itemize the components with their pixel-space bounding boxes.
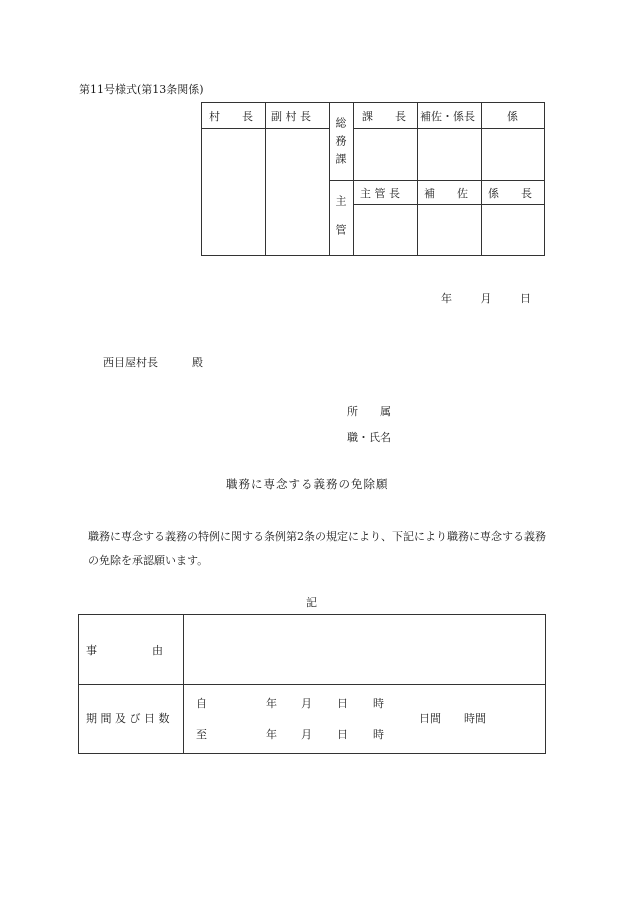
honorific: 殿 xyxy=(192,356,203,369)
header-section-chief: 課 長 xyxy=(362,110,406,123)
hours-label: 時間 xyxy=(464,712,486,725)
to-year: 年 xyxy=(266,728,277,741)
header-staff: 係 xyxy=(507,110,518,123)
days-label: 日間 xyxy=(419,712,441,725)
document-title: 職務に専念する義務の免除願 xyxy=(226,477,389,491)
header-deputy-village-head: 副 村 長 xyxy=(271,110,311,123)
from-month: 月 xyxy=(301,697,312,710)
from-year: 年 xyxy=(266,697,277,710)
period-label: 期 間 及 び 日 数 xyxy=(86,712,170,725)
month-label: 月 xyxy=(480,292,492,305)
to-month: 月 xyxy=(301,728,312,741)
header-village-head: 村 長 xyxy=(209,110,253,123)
header-responsible-manager: 主 管 長 xyxy=(360,187,400,200)
affiliation-label: 所 属 xyxy=(347,405,391,418)
year-label: 年 xyxy=(441,292,452,305)
to-label: 至 xyxy=(196,728,207,741)
note-label: 記 xyxy=(306,596,317,609)
details-table xyxy=(78,614,546,754)
name-label: 職・氏名 xyxy=(347,431,391,444)
body-text: 職務に専念する義務の特例に関する条例第2条の規定により、下記により職務に専念する義務の免除を承認願います。 xyxy=(88,530,546,567)
from-hour: 時 xyxy=(373,697,384,710)
header-assistant: 補 佐 xyxy=(424,187,468,200)
from-day: 日 xyxy=(337,697,348,710)
to-hour: 時 xyxy=(373,728,384,741)
header-general-affairs-dept: 総務課 xyxy=(334,117,347,171)
day-label: 日 xyxy=(520,292,531,305)
from-label: 自 xyxy=(196,697,207,710)
addressee xyxy=(103,354,203,370)
approval-stamp-table xyxy=(201,102,545,256)
header-assistant-chief: 補佐・係長 xyxy=(420,110,475,123)
to-day: 日 xyxy=(337,728,348,741)
date-line xyxy=(441,290,531,306)
reason-label: 事 由 xyxy=(86,644,163,657)
header-responsible-section: 主管 xyxy=(334,195,347,253)
addressee-name: 西目屋村長 xyxy=(103,356,158,369)
header-chief: 係 長 xyxy=(488,187,532,200)
form-number-label: 第11号様式(第13条関係) xyxy=(79,83,204,96)
